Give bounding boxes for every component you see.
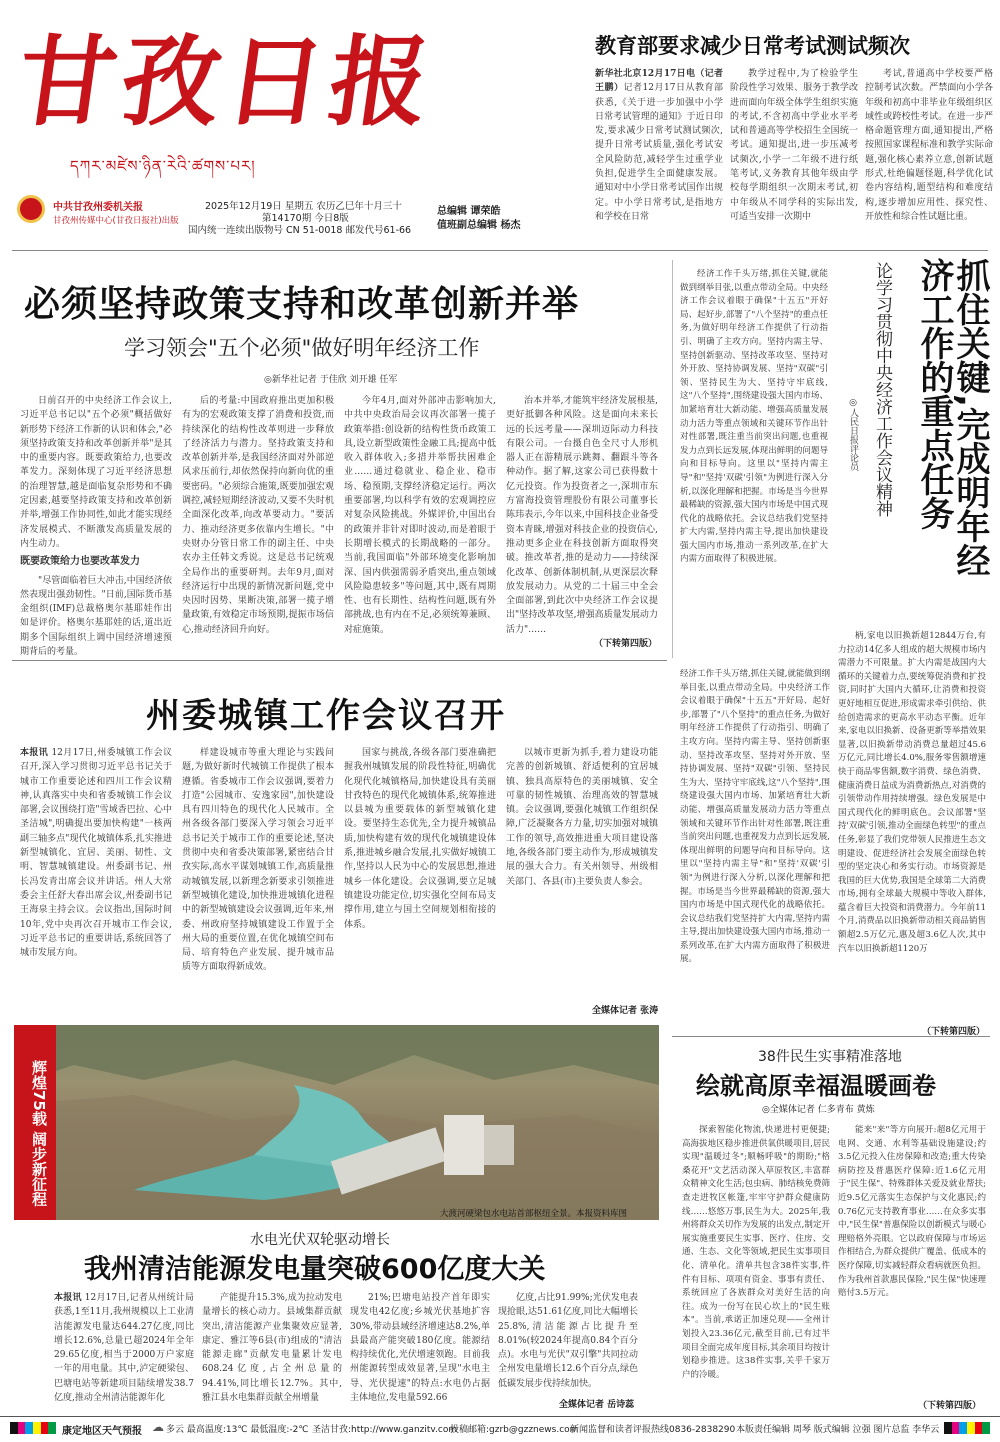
divider — [672, 260, 673, 658]
footer-email[interactable]: 投稿邮箱:gzrb@gzznews.com — [450, 1425, 579, 1435]
top-story — [595, 0, 993, 246]
photo-tag-text: 辉煌75载 阔步新征程 — [30, 1060, 48, 1207]
lead-byline: ◎新华社记者 于佳欣 刘开雄 任军 — [264, 375, 398, 385]
footer — [0, 1416, 1000, 1442]
livelihood-headline: 绘就高原幸福温暖画卷 — [696, 1072, 936, 1100]
color-bar-left — [10, 1422, 56, 1434]
commentary-col1: 经济工作千头万绪,抓住关键,就能做到纲举目张,以重点带动全局。中央经济工作会议着眼于确保"十五五"开好局、起好步,部署了"八个坚持"的重点任务,为做好明年经济工作提供了行动指引、明确了主攻方向。坚持内需主导、坚持创新驱动、坚持改革攻坚、坚持对外开放、坚持协调发展、坚持"双碳"引领、坚持民生为大、坚持守牢底线,这"八个坚持",围绕建设强大国内市场、加紧培育壮大新动能、增强高质量发展动力活力等重点领域和关键环节作出针对性部署,既注重当前突出问题,也重视发力点到长远发展,体现出鲜明的问题导向和目标导向。这里以"坚持内需主导"和"坚持'双碳'引领"为例进行深入分析,以深化理解和把握。市场是当今世界最稀缺的资源,强大国内市场是中国式现代化的战略依托。会议总结我们党坚持扩大内需,坚持内需主导,提出加快建设强大国内市场,推动一系列改革,在扩大内需方面取得了积极进展。 — [680, 269, 828, 565]
footer-hotline: 新闻监督和读者评报热线0836-2838290 — [570, 1425, 736, 1435]
weather-icon: ☁ — [152, 1420, 164, 1434]
masthead — [0, 0, 585, 246]
masthead-editor2: 值班副总编辑 杨杰 — [437, 220, 521, 231]
dam-illustration — [14, 1025, 659, 1220]
dam-photo — [14, 1025, 659, 1220]
masthead-issue: 第14170期 今日8版 — [262, 213, 349, 224]
lead-subhead: 学习领会"五个必须"做好明年经济工作 — [124, 336, 480, 360]
conference-headline: 州委城镇工作会议召开 — [146, 696, 506, 736]
conference-col2: 样建设城市等重大理论与实践问题,为做好新时代城镇工作提供了根本遵循。省委城市工作会议强调,要着力打造"公园城市、安逸家园",加快建设具有四川特色的现代化人民城市。全州各级各部门要深入学习领会习近平总书记关于城市工作的重要论述,坚决贯彻中央和省委决策部署,紧密结合甘孜实际,高水平谋划城镇工作,高质量推动城镇发展,以新理念新要求引领推进新型城镇化建设,加快推进城镇化进程中的新型城镇建设会议强调,近年来,州委、州政府坚持城镇建设工作置于全州大局的重要位置,在优化城镇空间布局、培育特色产业发展、提升城市品质等方面取得新成效。 — [182, 748, 334, 973]
masthead-date: 2025年12月19日 星期五 农历乙巳年十月三十 — [205, 201, 402, 212]
energy-col4: 亿度,占比91.99%;光伏发电表现抢眼,达51.61亿度,同比大幅增长25.8%,清洁能源占比提升至8.01%(较2024年提高0.84个百分点)。水电与光伏"双引擎"共同拉动全州发电量增长12.6个百分点,绿色低碳发展步伐持续加快。 — [498, 1293, 638, 1389]
livelihood — [680, 1040, 990, 1415]
conference-col3: 国家与挑战,各级各部门要准确把握我州城镇发展的阶段性特征,明确优化现代化城镇格局,加快建设具有美丽甘孜特色的现代化城镇体系,统筹推进以县城为重要载体的新型城镇化建设。要坚持生态优先,全力提升城镇品质,加快构建有效的现代化城镇建设体系,推进城乡融合发展,扎实做好城镇工作,坚持以人民为中心的发展思想,推进城乡一体化建设。会议强调,要立足城镇建设功能定位,切实强化空间布局支撑作用,建立与国土空间规划相衔接的体系。 — [344, 748, 496, 930]
lead-jump: （下转第四版） — [594, 639, 658, 649]
livelihood-col2: 能来"来"等方向展开:超8亿元用于电网、交通、水利等基础设施建设;约3.5亿元投入住房保障和改造;重大传染病防控及普惠医疗保障:近1.6亿元用于"民生保"、特殊群体关爱及就业帮扶;近9.5亿元落实生态保护与文化惠民;约0.76亿元支持教育事业……在众多实事中,"民生保"普惠保险以创新模式与暖心理赔格外亮眼。它以政府保障与市场运作相结合,为群众提供广覆盖、低成本的医疗保障,切实减轻群众看病就医负担。作为我州首款惠民保险,"民生保"快速理赔付3.5万元。 — [838, 1125, 986, 1299]
masthead-tibetan: དཀར་མཛེས་ཉིན་རེའི་ཚགས་པར། — [70, 157, 256, 175]
masthead-editor1: 总编辑 谭荣皓 — [437, 206, 501, 217]
energy-col2: 产能提升15.3%,成为拉动发电量增长的核心动力。县域集群贡献突出,清洁能源产业集聚效应显著,康定、雅江等6县(市)组成的"清洁能源走廊"贡献发电量累计发电608.24亿度,占全州总量的94.41%,同比增长12.7%。其中,雅江县水电集群贡献全州增量 — [202, 1293, 342, 1404]
commentary-col1-cont: 经济工作千头万绪,抓住关键,就能做到纲举目张,以重点带动全局。中央经济工作会议着眼于确保"十五五"开好局、起好步,部署了"八个坚持"的重点任务,为做好明年经济工作提供了行动指引、明确了主攻方向。坚持内需主导、坚持创新驱动、坚持改革攻坚、坚持对外开放、坚持协调发展、坚持"双碳"引领、坚持民生为大、坚持守牢底线,这"八个坚持",围绕建设强大国内市场、加紧培育壮大新动能、增强高质量发展动力活力等重点领域和关键环节作出针对性部署,既注重当前突出问题,也重视发力点到长远发展,体现出鲜明的问题导向和目标导向。这里以"坚持内需主导"和"坚持'双碳'引领"为例进行深入分析,以深化理解和把握。市场是当今世界最稀缺的资源,强大国内市场是中国式现代化的战略依托。会议总结我们党坚持扩大内需,坚持内需主导,提出加快建设强大国内市场,推动一系列改革,在扩大内需方面取得了积极进展。 — [680, 669, 830, 965]
footer-site[interactable]: 圣洁甘孜:http://www.ganzitv.com — [312, 1425, 458, 1435]
commentary-second-col: 柄,家电以旧换新超12844万台,有力拉动14亿多人组成的超大规模市场内需潜力不可限量。扩大内需是战国内大循环的关键着力点,要统筹促消费和扩投资,同时扩大国内大循环,让消费和投资更好地相互促进,形成需求牵引供给、供给创造需求的更高水平动态平衡。近年来,家电以旧换新、设备更新等举措效果显著,以旧换新带动消费总量超过45.6万亿元,同比增长4.0%,服务零售额增速快于商品零售额,数字消费、绿色消费、健康消费日益成为消费新热点,对消费的引领带动作用持续增强。绿色发展是中国式现代化的鲜明底色。会议部署"坚持'双碳'引领,推动全面绿色转型"的重点任务,彰显了我们党带领人民推进生态文明建设、促进经济社会发展全面绿色转型的坚定决心和务实行动。市场资源是我国的巨大优势,我国是全球第二大消费市场,拥有全球最大规模中等收入群体,蕴含着巨大投资和消费潜力。今年前11个月,消费品以旧换新带动相关商品销售额超2.5万亿元,惠及超3.6亿人次,其中汽车以旧换新超1120万 — [838, 630, 986, 1022]
top-story-headline: 教育部要求减少日常考试测试频次 — [595, 34, 910, 58]
photo-caption: 大渡河硬梁包水电站首部枢纽全景。本报资料库图 — [440, 1209, 628, 1219]
lead-story — [14, 258, 666, 658]
conference-col4: 以城市更新为抓手,着力建设功能完善的创新城镇、舒适便利的宜居城镇、独具高原特色的美丽城镇、安全可靠的韧性城镇、治理高效的智慧城镇。会议强调,要强化城镇工作组织保障,广泛凝聚各方力量,切实加强对城镇工作的领导,高效推进重大项目建设落地,各级各部门要主动作为,形成城镇发展的强大合力。有关州领导、州级相关部门、各县(市)主要负责人参会。 — [506, 748, 658, 887]
weather-label: 康定地区天气预报 — [62, 1426, 142, 1437]
top-story-col1: 新华社北京12月17日电（记者 王鹏）记者12月17日从教育部获悉,《关于进一步加强中小学日常考试管理的通知》于近日印发,要求减少日常考试测试频次,提升日常考试质量,强化考试安全风险防范,减轻学生过重学业负担,促进学生全面健康发展。通知对中小学日常考试国作出规定。中小学日常考试,是指地方和学校在日常 — [595, 69, 723, 222]
commentary-jump: （下转第四版） — [922, 1027, 986, 1037]
energy-col3: 21%;巴塘电站投产首年即实现发电42亿度;乡城光伏基地扩容30%,带动县域经济增速达8.2%,单县最高产能突破180亿度。能源结构持续优化,光伏增速领跑。目前我州能源转型成效显著,呈现"水电主导、光伏提速"的特点:水电仍占据主体地位,发电量592.66 — [350, 1293, 490, 1404]
conference-byline: 全媒体记者 张涛 — [592, 1006, 659, 1016]
energy-col1: 本报讯 12月17日,记者从州统计局获悉,1至11月,我州规模以上工业清洁能源发电量达644.27亿度,同比增长12.6%,总量已超2024年全年29.65亿度,相当于2000万户家庭一年的用电量。其中,泸定硬梁包、巴塘电站等新建项目陆续增发38.7亿度,推动全州清洁能源年化 — [54, 1293, 194, 1404]
top-story-col3: 考试,普通高中学校要严格控制考试次数。严禁面向小学各年级和初高中非毕业年级组织区域性或跨校性考试。在进一步严格命题管理方面,通知提出,严格按照国家课程标准和教学实际命题,强化核心素养立意,创新试题形式,杜绝偏题怪题,科学优化试卷内容结构,题型结构和难度结构,逐步增加应用性、探究性、开放性和综合性试题比重。 — [865, 69, 993, 222]
footer-editors: 本版责任编辑 周琴 版式编辑 泣强 图片总监 李华云 — [736, 1425, 940, 1435]
commentary — [680, 258, 990, 663]
commentary-headline: 抓住关键,完成明年经济工作的重点任务 — [914, 258, 990, 577]
divider — [12, 250, 988, 251]
energy-headline: 我州清洁能源发电量突破600亿度大关 — [84, 1254, 546, 1285]
energy-story — [14, 1225, 666, 1415]
masthead-org1: 中共甘孜州委机关报 — [53, 202, 143, 213]
lead-col4: 治本并举,才能筑牢经济发展根基,更好抵御各种风险。这是面向未来长远的长远考量——深圳迈际动力科技有限公司。一台摄自色全尺寸人形机器人正在游精展示跳舞、翻跟斗等各种动作。据了解,这家公司已获得数十亿元投资。作为投资者之一,深圳市东方富海投资管理股份有限公司董事长陈玮表示,今年以来,中国科技企业备受资本青睐,增强对科技企业的投资信心,推动更多企业在科技创新方面取得突破。推改革者,推的是动力——持续深化改革、创新体制机制,从更深层次释放发展动力。从党的二十届三中全会全面部署,到此次中央经济工作会议提出"坚持改革攻坚,增强高质量发展动力活力"…… — [506, 396, 658, 635]
masthead-org2: 甘孜州传媒中心(甘孜日报社)出版 — [53, 216, 179, 226]
weather-text: 多云 最高温度:13℃ 最低温度:-2℃ — [166, 1425, 309, 1435]
livelihood-jump: （下转第四版） — [918, 1401, 982, 1411]
divider — [12, 660, 667, 661]
color-bar-right — [944, 1422, 990, 1434]
livelihood-byline: ◎全媒体记者 仁多青布 黄炼 — [762, 1105, 875, 1115]
energy-kicker: 水电光伏双轮驱动增长 — [250, 1232, 390, 1248]
masthead-title: 甘孜日报 — [9, 25, 443, 140]
lead-col2: 后的考量:中国政府推出更加积极有为的宏观政策支撑了消费和投资,而持续深化的结构性改革则进一步释放了经济活力与潜力。坚持政策支持和改革创新并举,是我国经济面对外部逆风求压前行,却依然保持向新向优的重要密码。"必须综合施策,既要加强宏观调控,减轻短期经济波动,又要不失时机全面深化改革,向改革要动力。"要活力、推动经济更多依靠内生增长。"中央财办分管日常工作的副主任、中央农办主任韩文秀说。这是总书记统观全局作出的重要研判。去年9月,面对经济运行中出现的新情况新问题,党中央因时因势、果断决策,部署一揽子增量政策,有效稳定市场预期,提振市场信心,推动经济回升向好。 — [182, 396, 334, 635]
energy-byline: 全媒体记者 岳诗蕊 — [559, 1400, 635, 1410]
lead-headline: 必须坚持政策支持和改革创新并举 — [24, 284, 580, 325]
conference-col1: 本报讯 12月17日,州委城镇工作会议召开,深入学习贯彻习近平总书记关于城市工作重要论述和四川工作会议精神,认真落实中央和省委城镇工作会议部署,会议围绕打造"雪域香巴拉、心中圣洁城",明确提出要加快构建"一核两副三轴多点"现代化城镇体系,扎实推进新型城镇化、宜居、美丽、韧性、文明、智慧城镇建设。州委副书记、州长冯发青出席会议并讲话。州人大常委会主任舒大春出席会议,州委副书记王海泉主持会议。会议指出,国际时间10年,党中央再次召开城市工作会议,习近平总书记的重要讲话,系统回答了城市发展方向。 — [20, 748, 172, 959]
livelihood-col1: 探索智能化物流,快递进村更便捷;高海拔地区稳步推进供氧供暖项目,居民实现"温暖过冬";顺畅呼吸"的期盼;"格桑花开"文艺活动深入草原牧区,丰富群众精神文化生活;包虫病、肺结核免费筛查走进牧区帐篷,牢牢守护群众健康防线……悠悠万事,民生为大。2025年,我州将群众关切作为发展的出发点,制定开展实施重要民生实事、医疗、住房、交通、生态、文化等领域,把民生实事项目化、清单化。清单共包含38件实事,件件有目标、项项有资金、事事有责任、系统回应了各族群众对美好生活的向往。成为一份写在民心坎上的"民生账本"。当前,承诺正加速兑现——全州计划投入23.36亿元,截至目前,已有过半项目全面完成年度目标,其余项目均按计划稳步推进。这38件实事,关乎千家万户的冷暖。 — [682, 1125, 830, 1380]
commentary-subhead: 论学习贯彻中央经济工作会议精神 — [872, 262, 892, 517]
lead-col1: 日前召开的中央经济工作会议上,习近平总书记以"五个必须"概括做好新形势下经济工作新的认识和体会,"必须坚持政策支持和改革创新并举"是其中的重要内容。既要政策给力,也要改革发力。深刻体现了习近平经济思想的治理智慧,越是面临复杂形势和不确定因素,越要坚持政策支持和改革创新并举,增强工作协同性,如此才能实现经济发展模式、不断激发高质量发展的内生动力。 既要政策给力也要改革发力 "尽管面临着巨大冲击,中国经济依然表现出强劲韧性。"日前,国际货币基金组织(IMF)总裁格奥尔基耶娃作出如是评价。格奥尔基耶娃的话,道出近期多个国际组织上调中国经济增速预期背后的考量。 — [20, 396, 172, 658]
lead-col3: 今年4月,面对外部冲击影响加大,中共中央政治局会议再次部署一揽子政策举措:创设新的结构性货币政策工具,设立新型政策性金融工具;提高中低收入群体收入;多措并举帮扶困难企业……通过稳就业、稳企业、稳市场、稳预期,支撑经济稳定运行。两次重要部署,均以科学有效的宏观调控应对复杂风险挑战。外媒评价,中国出台的政策并非针对即时波动,而是着眼于长期增长模式的长期战略的一部分。当前,我国面临"外部环境变化影响加深、国内供强需弱矛盾突出,重点领域风险隐患较多"等问题,其中,既有周期性、也有长期性、结构性问题,既有外部挑战,也有内在不足,必须统筹兼顾、对症施策。 — [344, 396, 496, 635]
masthead-logo — [17, 195, 45, 223]
commentary-byline: ◎人民日报评论员 — [848, 398, 858, 471]
conference — [14, 666, 666, 1021]
top-story-col2: 教学过程中,为了检验学生阶段性学习效果、服务于教学改进而面向年级全体学生组织实施的考试,不含初高中学业水平考试和普通高等学校招生全国统一考试。通知提出,进一步压减考试频次,小学一二年级不进行纸笔考试,义务教育其他年级由学校每学期组织一次期末考试,初中年级从不同学科的实际出发,可适当安排一次期中 — [730, 69, 858, 222]
livelihood-kicker: 38件民生实事精准落地 — [758, 1049, 902, 1065]
masthead-cn: 国内统一连续出版物号 CN 51-0018 邮发代号61-66 — [188, 225, 412, 236]
